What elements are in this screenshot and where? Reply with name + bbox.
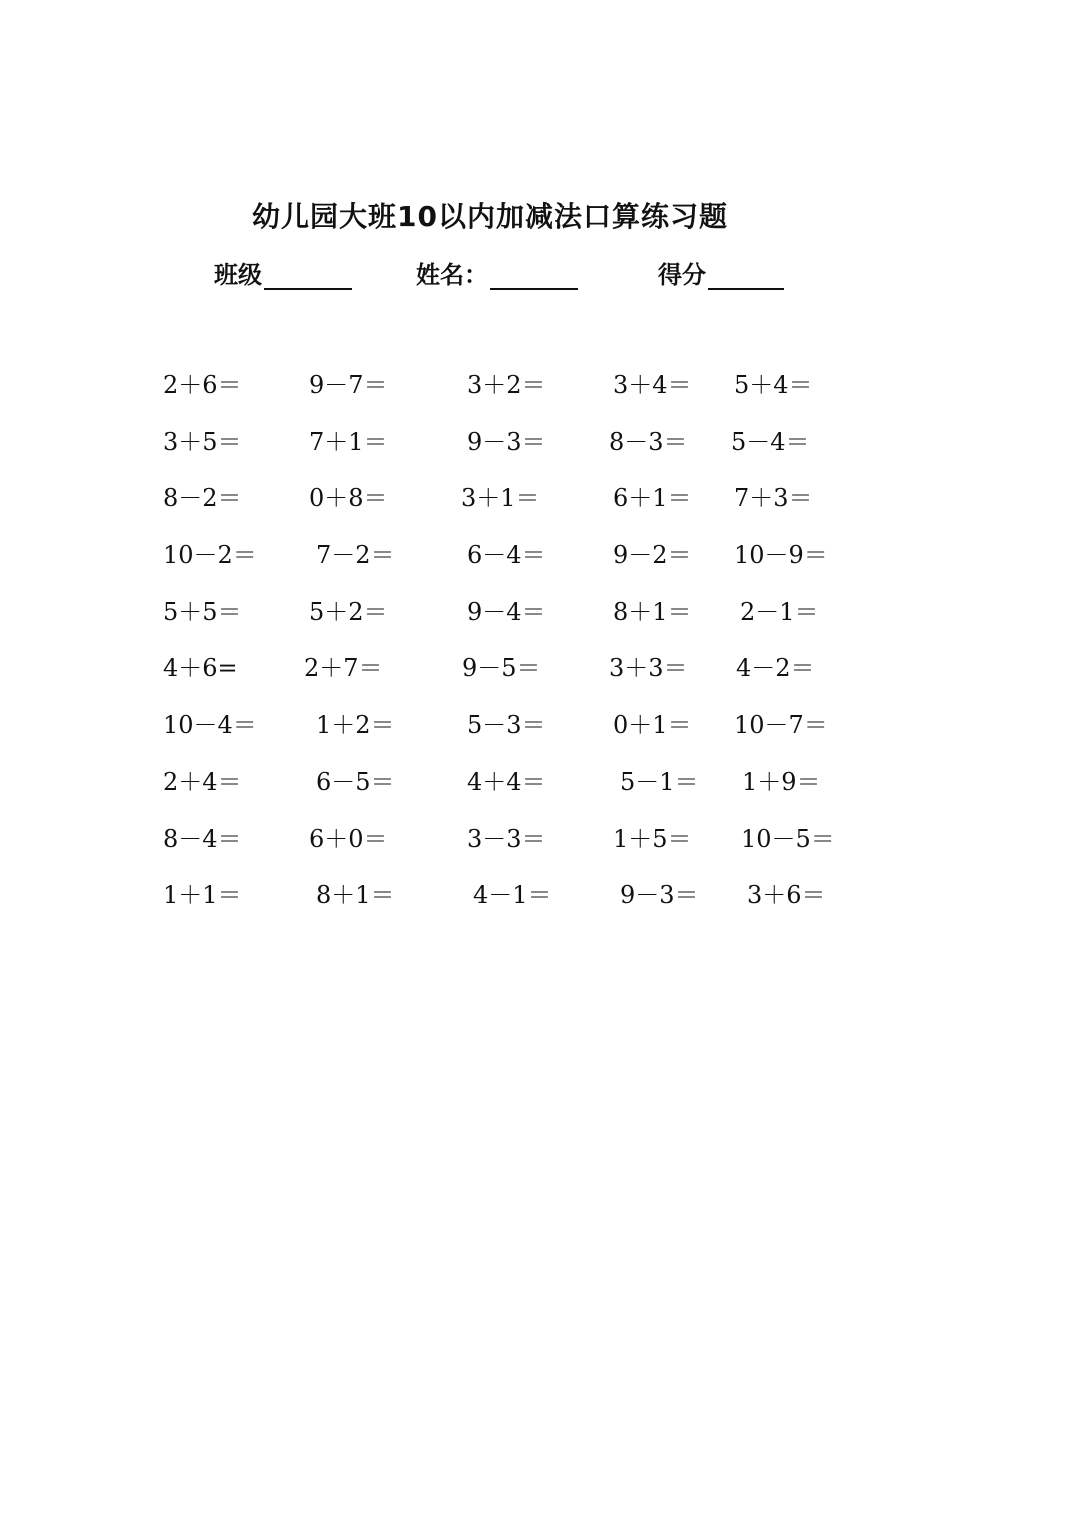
- problem-row: [0, 480, 1080, 537]
- problem: 7＋3＝: [734, 484, 813, 513]
- class-blank[interactable]: [264, 266, 352, 290]
- problem: 9－3＝: [467, 427, 546, 456]
- problem: 1＋5＝: [613, 824, 692, 853]
- problem: 1＋2＝: [316, 711, 395, 740]
- problem: 3＋6＝: [747, 881, 826, 910]
- problem: 10－7＝: [734, 711, 828, 740]
- problem: 4－1＝: [473, 881, 552, 910]
- problem: 1＋9＝: [742, 767, 821, 796]
- problem: 7＋1＝: [309, 427, 388, 456]
- problem: 6－4＝: [467, 541, 546, 570]
- problem: 5＋2＝: [309, 597, 388, 626]
- problem: 8－4＝: [163, 824, 242, 853]
- problem: 9－3＝: [620, 881, 699, 910]
- problem: 1＋1＝: [163, 881, 242, 910]
- problem: 9－2＝: [613, 541, 692, 570]
- problem: 3＋1＝: [461, 484, 540, 513]
- problem: 9－4＝: [467, 597, 546, 626]
- class-field[interactable]: [214, 255, 352, 290]
- problem: 10－9＝: [734, 541, 828, 570]
- page-title: 幼儿园大班10以内加减法口算练习题: [252, 200, 728, 233]
- problem: 5＋5＝: [163, 597, 242, 626]
- problem: 2＋6＝: [163, 371, 242, 399]
- problem: 0＋8＝: [309, 484, 388, 513]
- name-field[interactable]: [416, 255, 578, 290]
- problem: 2＋4＝: [163, 767, 242, 796]
- problem: 5＋4＝: [734, 371, 813, 399]
- problem: 5－3＝: [467, 711, 546, 740]
- problem: 9－5＝: [462, 654, 541, 683]
- problem: 3＋3＝: [609, 654, 688, 683]
- problem-row: [0, 650, 1080, 707]
- problem-row: [0, 707, 1080, 764]
- problem-row: [0, 594, 1080, 651]
- problem: 5－4＝: [731, 427, 810, 456]
- class-label: 班级: [214, 261, 262, 289]
- problem: 8＋1＝: [316, 881, 395, 910]
- problem-grid: [0, 367, 1080, 934]
- problem-row: [0, 764, 1080, 821]
- problem: 2－1＝: [740, 597, 819, 626]
- problem: 2＋7＝: [304, 654, 383, 683]
- problem: 8＋1＝: [613, 597, 692, 626]
- problem: 4－2＝: [736, 654, 815, 683]
- problem: 8－2＝: [163, 484, 242, 513]
- problem: 6＋1＝: [613, 484, 692, 513]
- problem: 10－4＝: [163, 711, 257, 740]
- score-label: 得分: [658, 261, 706, 289]
- problem: 4＋4＝: [467, 767, 546, 796]
- score-blank[interactable]: [708, 266, 784, 290]
- problem: 6－5＝: [316, 767, 395, 796]
- problem-row: [0, 537, 1080, 594]
- problem: 3＋2＝: [467, 371, 546, 399]
- problem: 0＋1＝: [613, 711, 692, 740]
- problem: 9－7＝: [309, 371, 388, 399]
- problem-row: [0, 367, 1080, 424]
- score-field[interactable]: [658, 255, 784, 290]
- problem: 5－1＝: [620, 767, 699, 796]
- name-blank[interactable]: [490, 266, 578, 290]
- problem: 3＋5＝: [163, 427, 242, 456]
- problem-row: [0, 424, 1080, 481]
- problem: 10－5＝: [741, 824, 835, 853]
- problem: 3－3＝: [467, 824, 546, 853]
- problem: 10－2＝: [163, 541, 257, 570]
- problem: 3＋4＝: [613, 371, 692, 399]
- problem: 7－2＝: [316, 541, 395, 570]
- problem: 8－3＝: [609, 427, 688, 456]
- problem: 4＋6=: [163, 654, 238, 683]
- student-info-line: [0, 255, 1080, 295]
- problem: 6＋0＝: [309, 824, 388, 853]
- problem-row: [0, 821, 1080, 878]
- problem-row: [0, 877, 1080, 934]
- name-label: 姓名：: [416, 261, 488, 289]
